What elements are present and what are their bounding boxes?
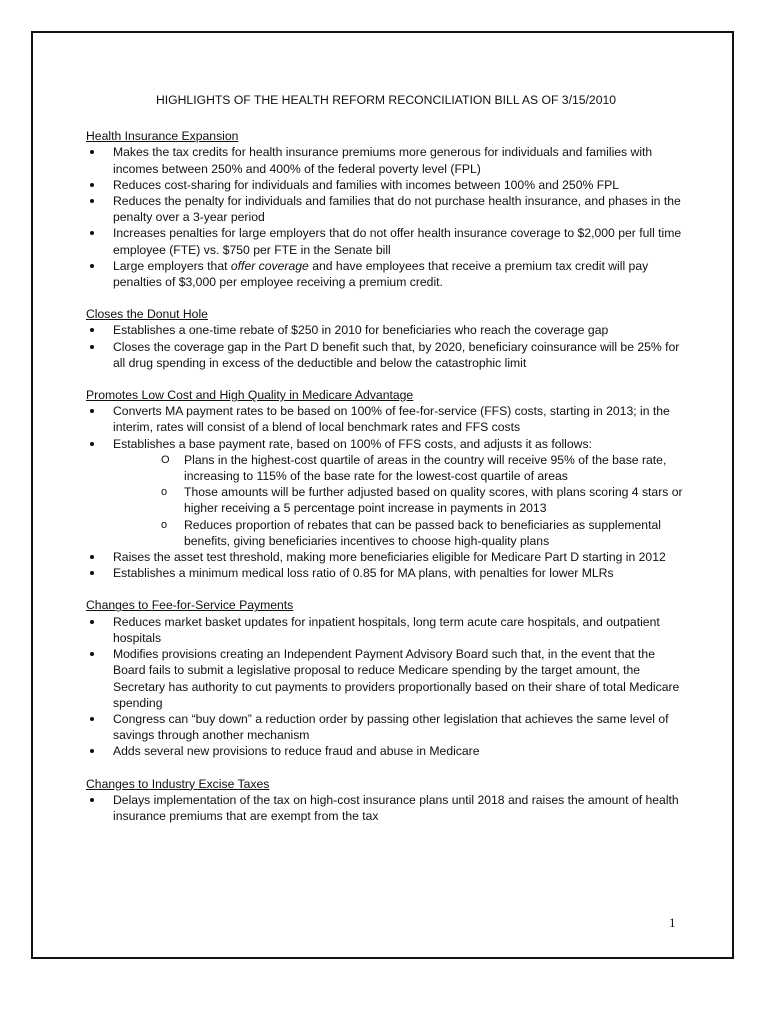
page-number: 1 — [669, 915, 676, 930]
section-heading: Changes to Fee-for-Service Payments — [86, 598, 294, 613]
bullet-item: Closes the coverage gap in the Part D benefit such that, by 2020, beneficiary coinsurance will be 25% for all drug spending in excess of the deductible and below the catastrophic limit — [86, 339, 686, 371]
bullet-text: Large employers that — [113, 258, 231, 273]
bullet-item: Reduces the penalty for individuals and families that do not purchase health insurance, and phases in the penalty over a 3-year period — [86, 193, 686, 225]
section-medicare-advantage — [86, 387, 686, 581]
sub-bullet-text: Those amounts will be further adjusted based on quality scores, with plans scoring 4 stars or higher receiving a 5 percentage point increase in payments in 2013 — [184, 485, 683, 516]
bullet-item: Delays implementation of the tax on high-cost insurance plans until 2018 and raises the amount of health insurance premiums that are exempt from the tax — [86, 792, 686, 824]
bullet-list — [86, 403, 686, 581]
bullet-item: Reduces cost-sharing for individuals and families with incomes between 100% and 250% FPL — [86, 177, 686, 193]
bullet-item: Congress can “buy down” a reduction order by passing other legislation that achieves the same level of savings through another mechanism — [86, 711, 686, 743]
section-industry-excise-taxes — [86, 776, 686, 825]
circle-marker-icon: o — [161, 518, 168, 531]
bullet-item — [86, 436, 686, 549]
bullet-text: Establishes a base payment rate, based on 100% of FFS costs, and adjusts it as follows: — [113, 436, 592, 451]
bullet-item: Converts MA payment rates to be based on 100% of fee-for-service (FFS) costs, starting in 2013; in the interim, rates will consist of a blend of local benchmark rates and FFS costs — [86, 403, 686, 435]
bullet-list — [86, 322, 686, 371]
bullet-item: Reduces market basket updates for inpatient hospitals, long term acute care hospitals, and outpatient hospitals — [86, 614, 686, 646]
section-heading: Closes the Donut Hole — [86, 307, 208, 322]
bullet-item: Raises the asset test threshold, making more beneficiaries eligible for Medicare Part D starting in 2012 — [86, 549, 686, 565]
document-title: HIGHLIGHTS OF THE HEALTH REFORM RECONCILIATION BILL AS OF 3/15/2010 — [155, 93, 617, 107]
document-body — [86, 92, 686, 840]
section-heading: Health Insurance Expansion — [86, 129, 239, 144]
sub-bullet-item — [157, 452, 686, 484]
bullet-item: Makes the tax credits for health insurance premiums more generous for individuals and families with incomes between 250% and 400% of the federal poverty level (FPL) — [86, 144, 686, 176]
sub-bullet-text: Reduces proportion of rebates that can be passed back to beneficiaries as supplemental benefits, giving beneficiaries incentives to choose high-quality plans — [184, 517, 661, 548]
bullet-text: and have employees that receive a premium tax credit will pay penalties of $3,000 per employee receiving a premium credit. — [113, 258, 649, 290]
bullet-item: Increases penalties for large employers that do not offer health insurance coverage to $2,000 per full time employee (FTE) vs. $750 per FTE in the Senate bill — [86, 225, 686, 257]
sub-bullet-item — [157, 484, 686, 516]
emphasized-text: offer coverage — [230, 258, 309, 273]
bullet-item: Establishes a one-time rebate of $250 in 2010 for beneficiaries who reach the coverage gap — [86, 322, 686, 338]
sub-bullet-item — [157, 517, 686, 549]
circle-marker-icon: o — [161, 486, 168, 499]
bullet-item: Establishes a minimum medical loss ratio of 0.85 for MA plans, with penalties for lower MLRs — [86, 565, 686, 581]
circle-marker-icon: O — [161, 453, 170, 466]
section-heading: Promotes Low Cost and High Quality in Medicare Advantage — [86, 388, 414, 403]
sub-bullet-list — [113, 452, 686, 549]
section-health-insurance-expansion — [86, 128, 686, 290]
bullet-item: Adds several new provisions to reduce fraud and abuse in Medicare — [86, 743, 686, 759]
bullet-item: Modifies provisions creating an Independent Payment Advisory Board such that, in the event that the Board fails to submit a legislative proposal to reduce Medicare spending by the target amount, the Secretary has authority to cut payments to providers proportionally based on their share of total Medicare spending — [86, 646, 686, 711]
bullet-list — [86, 792, 686, 824]
section-heading: Changes to Industry Excise Taxes — [86, 776, 270, 791]
section-fee-for-service — [86, 597, 686, 759]
bullet-item — [86, 258, 686, 290]
section-closes-donut-hole — [86, 306, 686, 371]
bullet-list — [86, 614, 686, 760]
bullet-list — [86, 144, 686, 290]
sub-bullet-text: Plans in the highest-cost quartile of areas in the country will receive 95% of the base rate, increasing to 115% of the base rate for the lowest-cost quartile of areas — [184, 452, 667, 484]
